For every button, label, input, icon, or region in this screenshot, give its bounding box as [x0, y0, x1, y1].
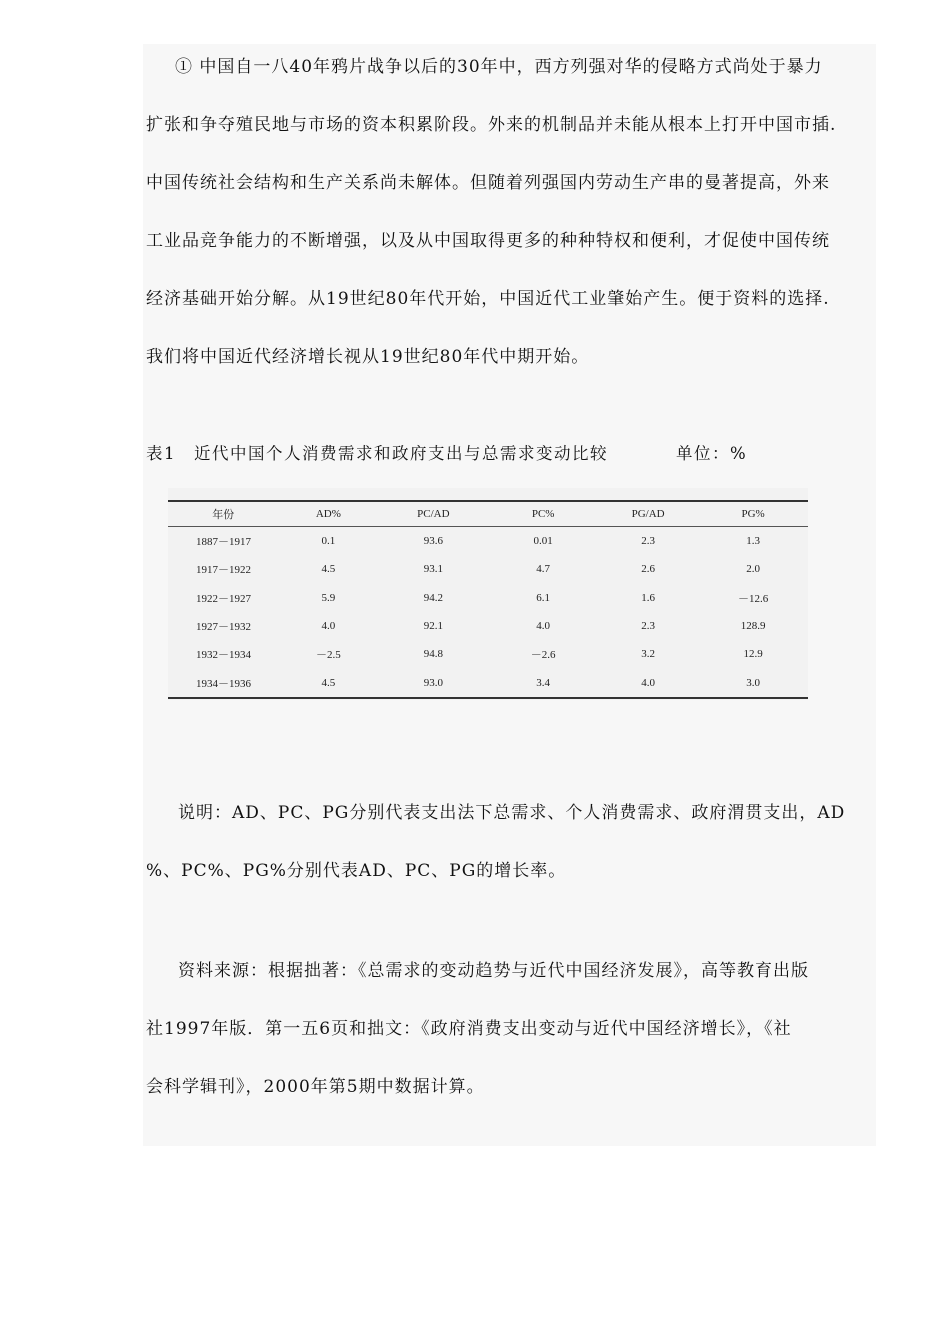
cell-pg: 12.9 [743, 648, 763, 661]
note-line: %、PC%、PG%分别代表AD、PC、PG的增长率。 [146, 861, 567, 881]
paragraph-line: 工业品竞争能力的不断增强，以及从中国取得更多的种种特权和便利，才促使中国传统 [146, 231, 830, 251]
cell-year: 1934－1936 [168, 668, 278, 697]
cell-ad: 4.5 [321, 563, 336, 576]
cell-pc: －2.6 [530, 649, 556, 662]
cell-ad: 4.5 [278, 668, 378, 697]
table-row [168, 584, 808, 612]
table-row [168, 668, 808, 697]
cell-ad: 0.1 [321, 535, 336, 548]
header-ad: AD% [278, 501, 378, 527]
cell-pc-ad: 93.1 [423, 563, 443, 576]
cell-pc-ad: 92.1 [423, 620, 443, 633]
cell-pc-ad: 93.6 [423, 535, 443, 548]
table-unit: 单位：% [676, 444, 748, 463]
cell-ad: －2.5 [316, 649, 341, 662]
cell-pg-ad: 2.6 [641, 563, 655, 576]
cell-pg-ad: 4.0 [598, 668, 698, 697]
cell-pc: 6.1 [536, 591, 551, 604]
cell-pc-ad: 94.2 [423, 591, 443, 604]
cell-year: 1887－1917 [196, 536, 251, 549]
cell-pc-ad: 94.8 [423, 648, 443, 661]
cell-pc: 4.7 [536, 563, 551, 576]
paragraph-line: 扩张和争夺殖民地与市场的资本积累阶段。外来的机制品并未能从根本上打开中国市插. [146, 115, 837, 135]
cell-year: 1922－1927 [196, 592, 251, 605]
header-pc-ad: PC/AD [378, 501, 488, 527]
cell-pc: 0.01 [533, 535, 553, 548]
cell-pg-ad: 2.3 [641, 620, 655, 633]
source-line: 资料来源：根据拙著：《总需求的变动趋势与近代中国经济发展》，高等教育出版 [178, 961, 809, 981]
table-header-row [168, 501, 808, 527]
cell-year: 1917－1922 [196, 564, 251, 577]
cell-pg: 3.0 [698, 668, 808, 697]
cell-pg: 1.3 [746, 535, 760, 548]
table-row [168, 527, 808, 556]
data-table [168, 500, 808, 699]
table-row [168, 555, 808, 583]
paragraph-line: 中国传统社会结构和生产关系尚未解体。但随着列强国内劳动生产串的曼著提高，外来 [146, 173, 830, 193]
header-pg-ad: PG/AD [598, 501, 698, 527]
note-line: 说明：AD、PC、PG分别代表支出法下总需求、个人消费需求、政府渭贯支出，AD [178, 803, 846, 823]
cell-pg-ad: 3.2 [641, 648, 655, 661]
table-image [168, 488, 808, 700]
header-pc: PC% [488, 501, 598, 527]
cell-year: 1932－1934 [196, 649, 251, 662]
paragraph-line: ① 中国自一八40年鸦片战争以后的30年中，西方列强对华的侵略方式尚处于暴力 [175, 57, 823, 77]
cell-pg-ad: 1.6 [641, 591, 655, 604]
cell-year: 1927－1932 [196, 621, 251, 634]
table-caption [146, 440, 748, 464]
paragraph-line: 我们将中国近代经济增长视从19世纪80年代中期开始。 [146, 347, 590, 367]
cell-pc-ad: 93.0 [378, 668, 488, 697]
source-line: 会科学辑刊》，2000年第5期中数据计算。 [146, 1077, 485, 1097]
paragraph-line: 经济基础开始分解。从19世纪80年代开始，中国近代工业肇始产生。便于资料的选择. [146, 289, 830, 309]
header-year: 年份 [168, 501, 278, 527]
cell-pg: 128.9 [740, 620, 766, 633]
table-row [168, 612, 808, 640]
source-line: 社1997年版．第一五6页和拙文：《政府消费支出变动与近代中国经济增长》，《社 [146, 1019, 792, 1039]
cell-pc: 4.0 [536, 620, 551, 633]
table-row [168, 640, 808, 668]
cell-ad: 5.9 [321, 591, 336, 604]
cell-pg-ad: 2.3 [641, 535, 655, 548]
header-pg: PG% [698, 501, 808, 527]
table-title: 表1 近代中国个人消费需求和政府支出与总需求变动比较 [146, 444, 608, 463]
cell-pg: －12.6 [737, 592, 769, 605]
cell-pg: 2.0 [746, 563, 760, 576]
cell-ad: 4.0 [321, 620, 336, 633]
cell-pc: 3.4 [488, 668, 598, 697]
